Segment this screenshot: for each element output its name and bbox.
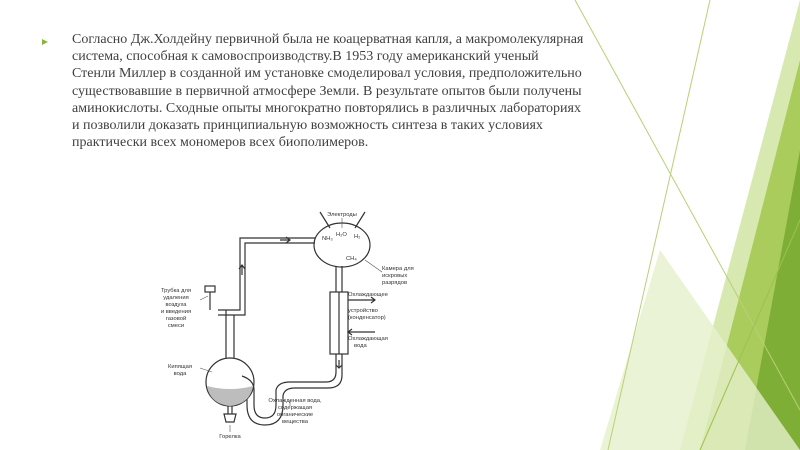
label-cooled-water-4: вещества [282,419,308,425]
label-h2o: H₂O [336,232,347,238]
label-spark-chamber-3: разрядов [382,280,408,286]
flask-neck [336,266,342,292]
top-tube [218,238,315,310]
cooling-in-arrow [348,329,375,335]
label-tube-1: Трубка для [160,288,192,294]
label-tube-6: смеси [167,323,185,329]
label-ch4: CH₄ [346,256,357,262]
label-cooling-water-2: вода [354,343,367,349]
label-tube-3: воздуха [165,302,187,308]
boiling-flask-neck [226,320,234,358]
flow-arrow-down [336,360,342,368]
flask-stem [228,406,232,414]
label-tube-4: и введения [160,309,192,315]
spark-chamber-flask [314,223,370,267]
label-cooled-water-2: содержащая [277,405,313,411]
label-spark-chamber-1: Камера для [382,266,414,272]
label-h2: H₂ [354,234,361,240]
label-tube-2: удаления [163,295,189,301]
label-cooled-water-3: органические [276,412,314,418]
bullet-paragraph [50,31,585,151]
stopcock [205,286,215,292]
label-spark-chamber-2: искровых [382,273,408,279]
boiling-water [207,386,253,406]
label-boiling-water-1: Кипящая [167,364,193,370]
burner [224,414,236,422]
body-text: Согласно Дж.Холдейну первичной была не коацерватная капля, а макромолекулярная система, способная к самовоспроизводству.В 1953 году американский ученый Стенли Миллер в созданной им установке смоделировал условия, предположительно существовавшие в первичной атмосфере Земли. В результате опытов были получены аминокислоты. Сходные опыты многократно повторялись в различных лабораториях и позволили доказать принципиальную возможность синтеза в таких условиях практически всех мономеров всех биополимеров. [72,32,584,151]
miller-apparatus-diagram [150,200,414,440]
label-condenser-1: Охлаждающее [348,292,388,298]
label-electrodes: Электроды [327,212,357,218]
label-cooled-water-1: Охлажденная вода, [268,398,322,404]
label-tube-5: газовой [165,316,187,322]
top-tube-inner [218,243,315,315]
label-boiling-water-2: вода [173,371,187,377]
label-condenser-3: (конденсатор) [348,315,386,321]
label-cooling-water-1: Охлаждающая [348,336,388,342]
label-nh3: NH₃ [322,236,333,242]
triangle-bullet-icon [42,39,48,45]
label-condenser-2: устройство [348,308,378,314]
label-burner: Горелка [219,434,241,440]
